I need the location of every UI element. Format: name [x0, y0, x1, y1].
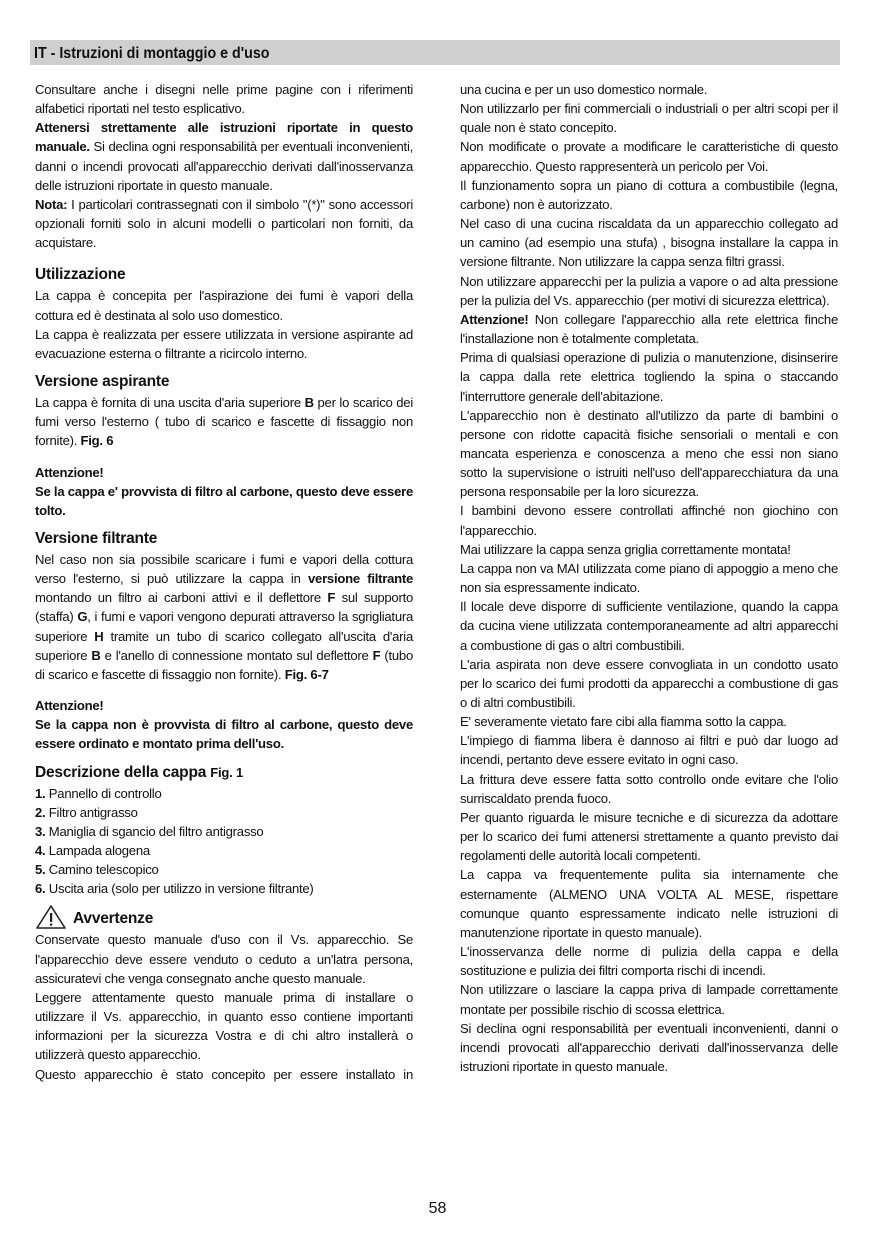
section-title-utilizzazione: Utilizzazione — [35, 266, 126, 284]
list-item — [35, 803, 413, 822]
filtrante-text-3: sul supporto (staffa) — [35, 590, 413, 625]
warning-paragraph: Non modificate o provate a modificare le caratteristiche di questo apparecchio. Questo rappresenterà un pericolo per Voi. — [460, 139, 838, 174]
avvertenze-paragraph-1: Conservate questo manuale d'uso con il Vs. apparecchio. Se l'apparecchio deve essere venduto o ceduto a un'latra persona, assicuratevi che venga consegnato anche questo manuale. — [35, 932, 413, 986]
warning-paragraph: Per quanto riguarda le misure tecniche e di sicurezza da adottare per lo scarico dei fumi attenersi strettamente a quanto previsto dai regolamenti delle autorità locali competenti. — [460, 809, 838, 864]
list-item-text: Maniglia di sgancio del filtro antigrasso — [45, 823, 264, 839]
page-number: 58 — [428, 1200, 447, 1217]
warning-paragraph — [460, 310, 838, 348]
utilizzazione-paragraph-2: La cappa è realizzata per essere utilizzata in versione aspirante ad evacuazione esterna o filtrante a ricircolo interno. — [35, 326, 413, 361]
filtrante-ref-b: B — [91, 647, 101, 663]
warning-paragraph: I bambini devono essere controllati affinché non giochino con l'apparecchio. — [460, 503, 838, 538]
warning-paragraph: Il locale deve disporre di sufficiente ventilazione, quando la cappa da cucina viene utilizzata contemporaneamente ad altri apparecchi a combustione di gas o altri combustibili. — [460, 599, 838, 653]
list-item-text: Pannello di controllo — [45, 785, 162, 801]
warning-paragraph: Mai utilizzare la cappa senza griglia correttamente montata! — [460, 541, 791, 557]
aspirante-attention-label: Attenzione! — [35, 464, 104, 480]
section-title-avvertenze: Avvertenze — [73, 910, 154, 928]
section-title-filtrante: Versione filtrante — [35, 529, 158, 547]
right-column — [460, 80, 838, 1076]
warning-paragraph: E' severamente vietato fare cibi alla fiamma sotto la cappa. — [460, 714, 787, 730]
avvertenze-paragraph-2: Leggere attentamente questo manuale prima di installare o utilizzare il Vs. apparecchio, in quanto esso contiene importanti informazioni per la sicurezza Vostra e di chi altro installerà o utilizzerà questo apparecchio. — [35, 989, 413, 1063]
filtrante-attention-text: Se la cappa non è provvista di filtro al carbone, questo deve essere ordinato e montato prima dell'uso. — [35, 717, 413, 752]
filtrante-bold-version: versione filtrante — [308, 571, 413, 587]
warning-paragraph: Il funzionamento sopra un piano di cottura a combustibile (legna, carbone) non è autorizzato. — [460, 177, 838, 212]
warning-paragraph: una cucina e per un uso domestico normale. — [460, 82, 708, 97]
list-item-text: Lampada alogena — [45, 843, 150, 858]
warning-paragraph: L'inosservanza delle norme di pulizia della cappa e della sostituzione e pulizia dei filtri comporta rischi di incendi. — [460, 944, 838, 979]
warning-paragraph: Nel caso di una cucina riscaldata da un apparecchio collegato ad un camino (ad esempio una stufa) , bisogna installare la cappa in versione filtrante. Non utilizzare la cappa senza filtri grassi. — [460, 216, 838, 270]
warning-triangle-icon — [35, 904, 67, 930]
avvertenze-paragraph-3: Questo apparecchio è stato concepito per essere installato in — [35, 1066, 413, 1082]
attention-label: Attenzione! — [460, 311, 529, 327]
warning-paragraph: L'apparecchio non è destinato all'utilizzo da parte di bambini o persone con ridotte capacità fisiche sensoriali o mentali e con mancata esperienza e conoscenza a meno che essi non siano sotto la supervisione o istruiti nell'uso dell'apparecchiatura da una persona responsabile per la loro sicurezza. — [460, 407, 838, 500]
warning-paragraph: Non utilizzare apparecchi per la pulizia a vapore o ad alta pressione per la pulizia del Vs. apparecchio (per motivi di sicurezza elettrica). — [460, 273, 838, 308]
list-item — [35, 879, 413, 898]
filtrante-ref-f: F — [327, 590, 336, 606]
aspirante-ref-b: B — [304, 395, 314, 411]
aspirante-fig-ref: Fig. 6 — [80, 433, 114, 449]
list-item — [35, 860, 413, 879]
warning-paragraph: Prima di qualsiasi operazione di pulizia o manutenzione, disinserire la cappa dalla rete elettrica togliendo la spina o staccando l'interruttore generale dell'abitazione. — [460, 350, 838, 404]
filtrante-paragraph — [35, 550, 413, 684]
parts-list — [35, 784, 413, 899]
section-title-descrizione — [35, 762, 413, 784]
list-item-number: 2. — [35, 804, 46, 820]
note-label: Nota: — [35, 196, 68, 212]
intro-instructions — [35, 118, 413, 195]
left-column — [35, 80, 413, 1084]
filtrante-text-5: tramite un tubo di scarico collegato all'uscita d'aria superiore — [35, 628, 413, 663]
filtrante-fig-ref: Fig. 6-7 — [284, 666, 329, 682]
descrizione-title-text: Descrizione della cappa — [35, 763, 207, 781]
descrizione-fig-ref: Fig. 1 — [210, 764, 243, 780]
filtrante-text-1: Nel caso non sia possibile scaricare i fumi e vapori della cottura verso l'esterno, si può utilizzare la cappa in — [35, 551, 413, 587]
filtrante-text-4: , i fumi e vapori vengono depurati attraverso la sgrigliatura superiore — [35, 609, 413, 644]
filtrante-ref-f2: F — [372, 647, 381, 663]
attention-text: Non collegare l'apparecchio alla rete elettrica finche l'installazione non è totalmente completata. — [460, 311, 838, 347]
warning-paragraph: Si declina ogni responsabilità per eventuali inconvenienti, danni o incendi provocati all'apparecchio derivati dall'inosservanza delle istruzioni riportate in questo manuale. — [460, 1020, 838, 1074]
filtrante-ref-g: G — [77, 609, 88, 625]
warning-paragraph: Non utilizzarlo per fini commerciali o industriali o per altri scopi per il quale non è stato concepito. — [460, 101, 838, 136]
page-title: IT - Istruzioni di montaggio e d'uso — [34, 45, 270, 62]
avvertenze-heading — [35, 904, 413, 930]
list-item-text: Uscita aria (solo per utilizzo in versione filtrante) — [45, 881, 314, 897]
list-item-number: 6. — [35, 881, 46, 897]
utilizzazione-paragraph-1: La cappa è concepita per l'aspirazione dei fumi è vapori della cottura ed è destinata al solo uso domestico. — [35, 288, 413, 323]
filtrante-attention-label: Attenzione! — [35, 698, 104, 714]
filtrante-text-7: (tubo di scarico e fascette di fissaggio non fornite). — [35, 647, 413, 682]
aspirante-text-2: per lo scarico dei fumi verso l'esterno ( tubo di scarico e fascette di fissaggio non fornite). — [35, 395, 413, 449]
list-item — [35, 784, 413, 803]
filtrante-ref-h: H — [94, 628, 104, 644]
warning-paragraph: L'aria aspirata non deve essere convogliata in un condotto usato per lo scarico dei fumi prodotti da apparecchi a combustione di gas o di altri combustibili. — [460, 656, 838, 710]
section-title-aspirante: Versione aspirante — [35, 373, 170, 391]
list-item-number: 3. — [35, 823, 46, 839]
list-item-text: Camino telescopico — [45, 862, 159, 878]
aspirante-paragraph — [35, 393, 413, 450]
warning-paragraph: Non utilizzare o lasciare la cappa priva di lampade correttamente montate per possibile rischio di scossa elettrica. — [460, 982, 838, 1017]
list-item-number: 5. — [35, 862, 46, 878]
list-item — [35, 822, 413, 841]
list-item-text: Filtro antigrasso — [45, 804, 138, 820]
warning-paragraph: La cappa va frequentemente pulita sia internamente che esternamente (ALMENO UNA VOLTA AL MESE, rispettare comunque quanto espressamente indicato nelle istruzioni di manutenzione riportate in questo manuale). — [460, 867, 838, 940]
intro-paragraph: Consultare anche i disegni nelle prime pagine con i riferimenti alfabetici riportati nel testo esplicativo. — [35, 82, 413, 117]
filtrante-text-2: montando un filtro ai carboni attivi e il deflettore — [35, 590, 328, 606]
intro-bold-text: Attenersi strettamente alle istruzioni riportate in questo manuale. — [35, 120, 413, 155]
list-item — [35, 841, 413, 860]
filtrante-text-6: e l'anello di connessione montato sul deflettore — [100, 647, 373, 663]
intro-disclaimer-text: Si declina ogni responsabilità per eventuali inconvenienti, danni o incendi provocati all'apparecchio derivati dall'inosservanza delle istruzioni riportate in questo manuale. — [35, 139, 413, 193]
warning-paragraph: La frittura deve essere fatta sotto controllo onde evitare che l'olio surriscaldato prenda fuoco. — [460, 771, 838, 806]
aspirante-attention-text: Se la cappa e' provvista di filtro al carbone, questo deve essere tolto. — [35, 483, 413, 518]
warning-paragraph: L'impiego di fiamma libera è dannoso ai filtri e può dar luogo ad incendi, pertanto deve essere evitato in ogni caso. — [460, 733, 838, 768]
aspirante-text-1: La cappa è fornita di una uscita d'aria superiore — [35, 395, 305, 411]
warning-paragraph: La cappa non va MAI utilizzata come piano di appoggio a meno che non sia espressamente indicato. — [460, 560, 838, 596]
intro-note — [35, 195, 413, 252]
list-item-number: 4. — [35, 843, 46, 858]
note-text: I particolari contrassegnati con il simbolo "(*)" sono accessori opzionali forniti solo in alcuni modelli o particolari non forniti, da acquistare. — [35, 196, 413, 251]
list-item-number: 1. — [35, 785, 46, 801]
